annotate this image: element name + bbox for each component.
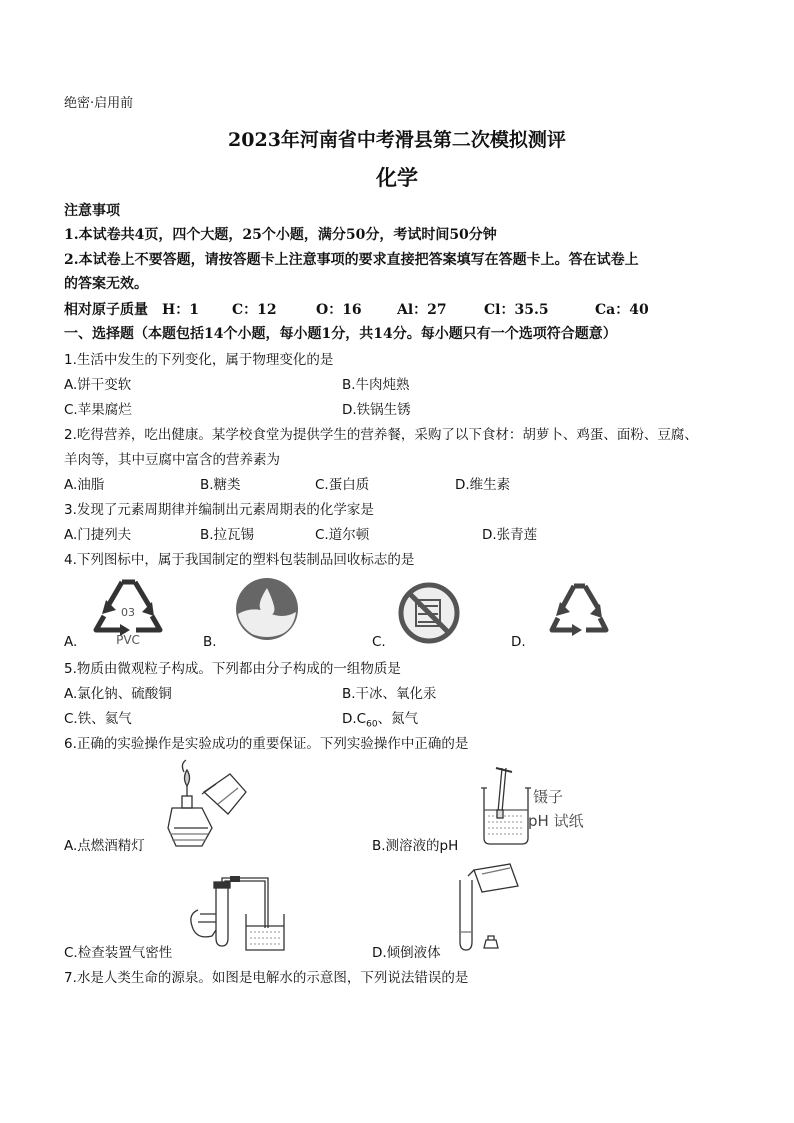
q6-stem: 6.正确的实验操作是实验成功的重要保证。下列实验操作中正确的是	[64, 736, 469, 752]
q6-option-b: B.测溶液的pH	[372, 838, 459, 854]
q2-option-a: A.油脂	[64, 477, 105, 493]
atomic-mass-al: Al：27	[397, 302, 447, 318]
q2-option-b: B.糖类	[200, 477, 241, 493]
q5-option-b: B.干冰、氧化汞	[342, 686, 437, 702]
q2-option-d: D.维生素	[455, 477, 511, 493]
q3-option-c: C.道尔顿	[315, 527, 370, 543]
q1-stem: 1.生活中发生的下列变化，属于物理变化的是	[64, 352, 334, 368]
exam-title: 2023年河南省中考滑县第二次模拟测评	[228, 129, 566, 151]
q3-option-a: A.门捷列夫	[64, 527, 132, 543]
q5-option-d-subscript: 60	[366, 719, 378, 730]
notes-heading: 注意事项	[64, 203, 120, 219]
q6-option-a: A.点燃酒精灯	[64, 838, 145, 854]
alcohol-lamp-figure	[168, 758, 252, 850]
atomic-mass-h: H：1	[162, 302, 199, 318]
atomic-mass-o: O：16	[316, 302, 362, 318]
ph-paper-label: pH 试纸	[528, 812, 584, 830]
atomic-mass-ca: Ca：40	[595, 302, 649, 318]
q1-option-b: B.牛肉炖熟	[342, 377, 410, 393]
q4-stem: 4.下列图标中，属于我国制定的塑料包装制品回收标志的是	[64, 552, 415, 568]
prohibition-sign-icon	[398, 582, 460, 644]
q6-option-d: D.倾倒液体	[372, 945, 441, 961]
airtightness-check-figure	[184, 880, 290, 954]
subject-title: 化学	[376, 165, 418, 190]
q4-option-b: B.	[203, 634, 217, 650]
q5-stem: 5.物质由微观粒子构成。下列都由分子构成的一组物质是	[64, 661, 401, 677]
recycle-pvc-label: PVC	[116, 633, 140, 647]
atomic-mass-label: 相对原子质量	[64, 302, 148, 318]
q1-option-a: A.饼干变软	[64, 377, 132, 393]
q6-option-c: C.检查装置气密性	[64, 945, 173, 961]
tweezers-label: 镊子	[533, 788, 564, 806]
q5-option-d-prefix: D.C	[342, 711, 367, 727]
q1-option-c: C.苹果腐烂	[64, 402, 132, 418]
q5-option-c: C.铁、氦气	[64, 711, 132, 727]
q5-option-d-suffix: 、氮气	[377, 711, 419, 727]
q5-option-d	[342, 707, 418, 730]
confidential-label: 绝密·启用前	[64, 96, 134, 111]
q5-option-a: A.氯化钠、硫酸铜	[64, 686, 172, 702]
recycle-pvc-number: 03	[121, 606, 135, 619]
atomic-mass-cl: Cl：35.5	[484, 302, 549, 318]
section-1-heading: 一、选择题（本题包括14个小题，每小题1分，共14分。每小题只有一个选项符合题意）	[64, 326, 617, 342]
pouring-liquid-figure	[452, 860, 522, 952]
note-1: 1.本试卷共4页，四个大题，25个小题，满分50分，考试时间50分钟	[64, 227, 497, 243]
q4-option-a: A.	[64, 634, 78, 650]
note-2-line-2: 的答案无效。	[64, 276, 148, 292]
recycle-icon	[548, 580, 610, 642]
q3-option-b: B.拉瓦锡	[200, 527, 255, 543]
atomic-mass-c: C：12	[232, 302, 277, 318]
q7-stem: 7.水是人类生命的源泉。如图是电解水的示意图，下列说法错误的是	[64, 970, 469, 986]
note-2-line-1: 2.本试卷上不要答题，请按答题卡上注意事项的要求直接把答案填写在答题卡上。答在试卷上	[64, 252, 639, 268]
q3-stem: 3.发现了元素周期律并编制出元素周期表的化学家是	[64, 502, 374, 518]
q1-option-d: D.铁锅生锈	[342, 402, 411, 418]
q4-option-c: C.	[372, 634, 386, 650]
q2-stem-line-2: 羊肉等，其中豆腐中富含的营养素为	[64, 452, 280, 468]
q3-option-d: D.张青莲	[482, 527, 538, 543]
q2-option-c: C.蛋白质	[315, 477, 370, 493]
recycle-pvc-icon	[90, 574, 166, 646]
q4-option-d: D.	[511, 634, 526, 650]
water-saving-icon	[234, 576, 300, 642]
q2-stem-line-1: 2.吃得营养，吃出健康。某学校食堂为提供学生的营养餐，采购了以下食材：胡萝卜、鸡蛋、面粉、豆腐、	[64, 427, 698, 443]
